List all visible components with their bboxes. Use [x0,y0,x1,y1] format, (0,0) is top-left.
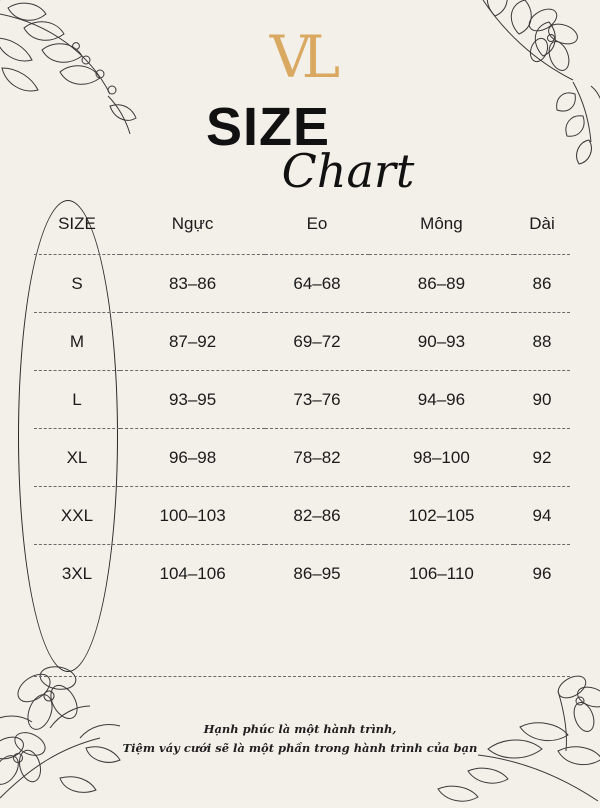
page-title [0,96,600,198]
cell-hip: 102–105 [408,506,475,525]
table-row [34,313,570,371]
cell-bust: 104–106 [159,564,226,583]
cell-waist: 64–68 [293,274,341,293]
cell-bust: 96–98 [168,448,217,467]
size-chart-table-wrapper [34,208,570,602]
cell-bust: 100–103 [159,506,226,525]
table-row [34,371,570,429]
cell-bust: 87–92 [168,332,217,351]
cell-waist: 73–76 [293,390,341,409]
cell-length: 92 [532,448,552,467]
column-header-size: SIZE [58,214,96,233]
cell-length: 90 [532,390,552,409]
table-body [34,255,570,603]
column-header-waist: Eo [306,214,328,233]
table-header-row [34,208,570,255]
cell-length: 86 [532,274,552,293]
footer-tagline [0,720,600,758]
cell-hip: 106–110 [408,564,474,583]
cell-waist: 82–86 [293,506,341,525]
cell-hip: 98–100 [413,448,470,467]
cell-bust: 83–86 [168,274,217,293]
table-row [34,487,570,545]
footer-line-1: Hạnh phúc là một hành trình, [203,722,397,737]
cell-length: 88 [532,332,552,351]
cell-size: 3XL [61,564,93,583]
title-script: Chart [281,144,415,198]
cell-waist: 86–95 [293,564,341,583]
table-row [34,545,570,603]
cell-hip: 86–89 [417,274,466,293]
cell-size: XXL [60,506,94,525]
cell-bust: 93–95 [168,390,217,409]
cell-length: 96 [532,564,552,583]
cell-hip: 90–93 [417,332,466,351]
cell-length: 94 [532,506,552,525]
title-main: SIZE [205,97,331,157]
column-header-bust: Ngực [171,214,214,233]
table-bottom-rule [34,676,570,677]
column-header-hip: Mông [420,214,463,233]
cell-size: S [71,274,83,293]
cell-waist: 69–72 [293,332,341,351]
table-row [34,429,570,487]
cell-waist: 78–82 [293,448,341,467]
botanical-decoration-bottom-left [0,618,190,808]
size-chart-table [34,208,570,602]
cell-size: L [72,390,82,409]
footer-line-2: Tiệm váy cưới sẽ là một phần trong hành trình của bạn [122,741,478,756]
cell-size: M [69,332,85,351]
brand-monogram [0,23,600,91]
table-header [34,208,570,255]
table-row [34,255,570,313]
cell-hip: 94–96 [417,390,466,409]
botanical-decoration-bottom-right [408,631,600,806]
column-header-length: Dài [529,214,555,233]
monogram-letters: VL [269,23,331,91]
cell-size: XL [66,448,88,467]
